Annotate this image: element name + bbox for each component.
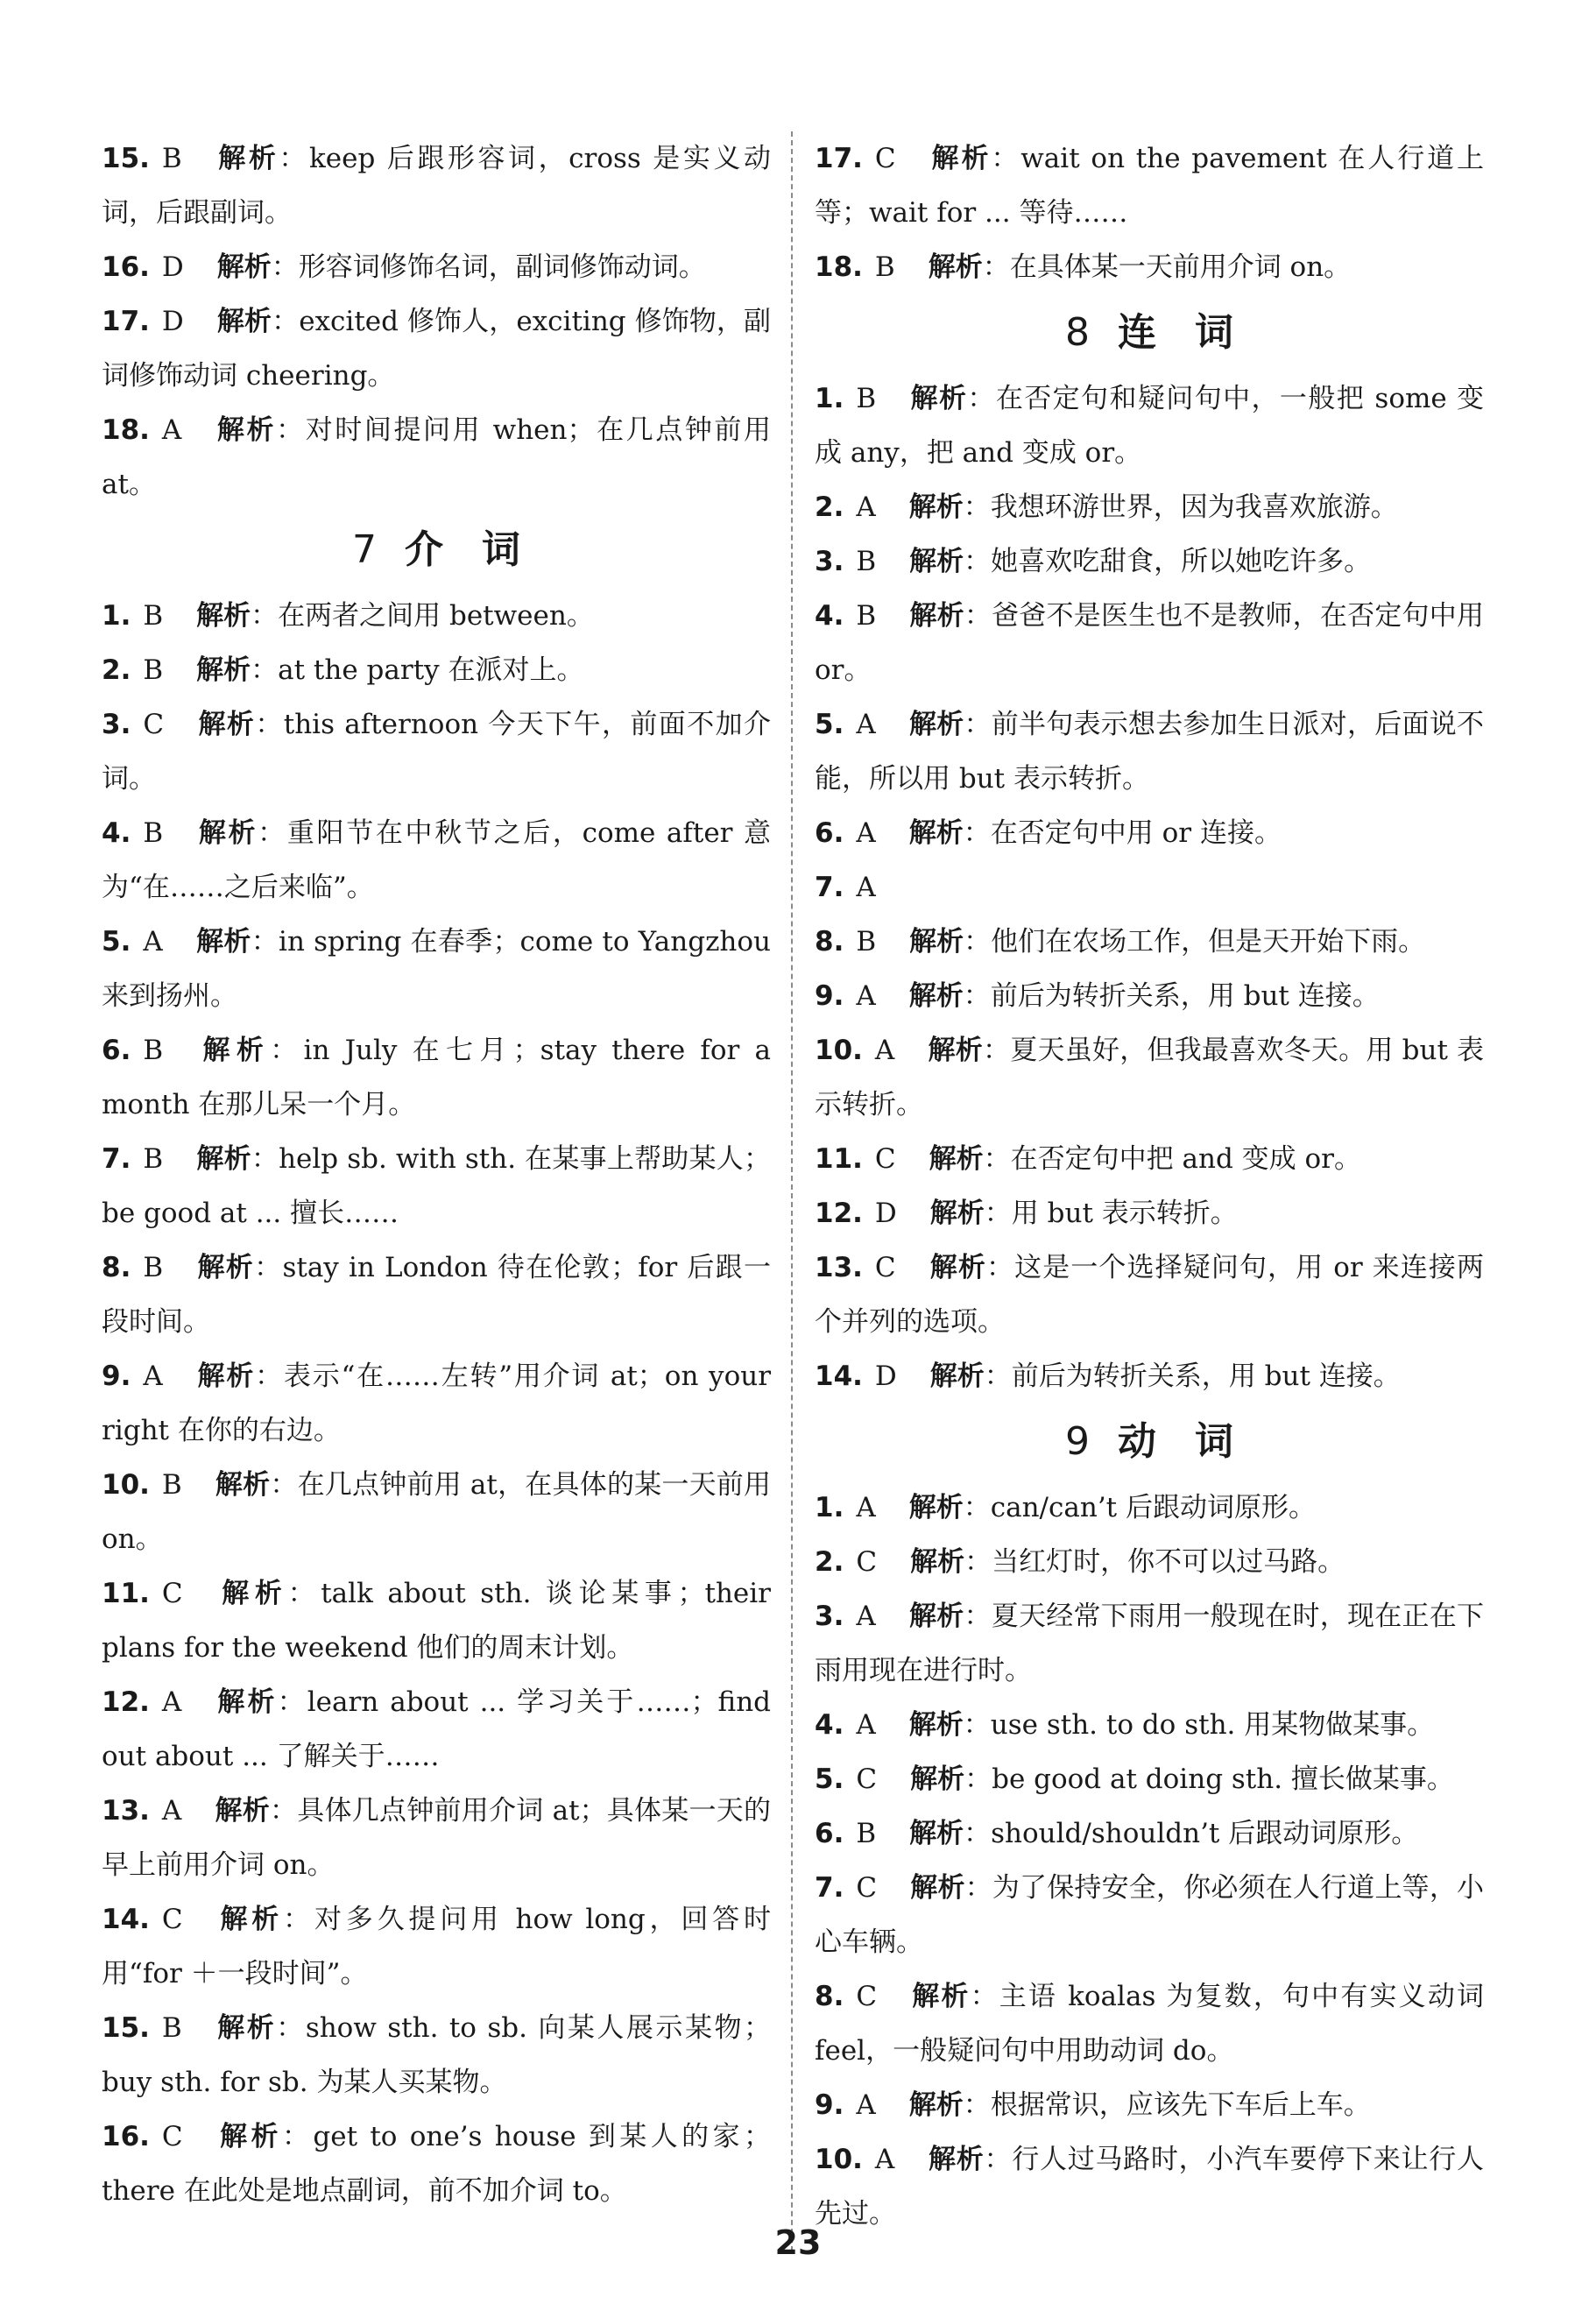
explanation-text: 重阳节在中秋节之后，come after 意为“在……之后来临”。 xyxy=(102,817,772,903)
answer-item xyxy=(815,240,1484,294)
answer-letter: A xyxy=(856,980,876,1012)
answer-item xyxy=(102,294,771,403)
explanation-label: 解析 xyxy=(195,1360,256,1392)
question-number: 16. xyxy=(102,2121,150,2152)
explanation-label: 解析 xyxy=(215,2012,277,2044)
explanation-colon: ： xyxy=(258,817,287,849)
answer-item xyxy=(815,806,1484,860)
question-number: 15. xyxy=(102,143,150,174)
answer-letter: B xyxy=(856,383,877,414)
column-divider xyxy=(791,131,793,2251)
answer-letter: C xyxy=(856,1546,878,1578)
explanation-colon: ： xyxy=(272,306,300,337)
answer-item xyxy=(815,1240,1484,1349)
answer-letter: C xyxy=(856,1763,878,1795)
explanation-colon: ： xyxy=(964,709,992,740)
explanation-colon: ： xyxy=(964,926,992,958)
section-heading xyxy=(102,524,771,576)
explanation-label: 解析 xyxy=(908,1601,964,1632)
question-number: 4. xyxy=(102,817,131,849)
question-number: 1. xyxy=(815,383,844,414)
explanation-colon: ： xyxy=(964,1818,992,1849)
question-number: 18. xyxy=(815,251,863,283)
question-number: 10. xyxy=(102,1469,150,1501)
explanation-text: 在否定句中把 and 变成 or。 xyxy=(1010,1143,1361,1175)
explanation-label: 解析 xyxy=(909,383,968,414)
answer-item xyxy=(815,2078,1484,2132)
answer-item xyxy=(102,589,771,643)
explanation-label: 解析 xyxy=(195,926,251,958)
answer-item xyxy=(815,1535,1484,1589)
right-column xyxy=(815,131,1484,2241)
answer-letter: A xyxy=(856,709,876,740)
answer-letter: C xyxy=(856,1872,878,1904)
answer-item xyxy=(102,1023,771,1132)
question-number: 7. xyxy=(102,1143,131,1175)
question-number: 4. xyxy=(815,1709,844,1741)
explanation-colon: ： xyxy=(963,491,991,523)
explanation-label: 解析 xyxy=(215,1686,278,1718)
explanation-label: 解析 xyxy=(910,1872,965,1904)
explanation-colon: ： xyxy=(964,1872,992,1904)
answer-item xyxy=(102,1132,771,1240)
explanation-text: 她喜欢吃甜食，所以她吃许多。 xyxy=(991,546,1372,577)
explanation-text: should/shouldn’t 后跟动词原形。 xyxy=(991,1818,1419,1849)
explanation-colon: ： xyxy=(963,1709,991,1741)
explanation-text: 形容词修饰名词，副词修饰动词。 xyxy=(298,251,706,283)
question-number: 1. xyxy=(102,600,131,632)
question-number: 12. xyxy=(815,1198,863,1229)
answer-letter: A xyxy=(874,2144,895,2175)
explanation-colon: ： xyxy=(251,926,279,958)
explanation-text: 爸爸不是医生也不是教师，在否定句中用 or。 xyxy=(815,600,1485,686)
answer-letter: A xyxy=(161,414,182,446)
explanation-colon: ： xyxy=(255,1360,284,1392)
explanation-label: 解析 xyxy=(215,1469,271,1501)
explanation-label: 解析 xyxy=(215,1795,271,1827)
answer-item xyxy=(815,589,1484,697)
explanation-colon: ： xyxy=(964,1546,992,1578)
section-heading xyxy=(815,1416,1484,1468)
explanation-colon: ： xyxy=(964,1763,992,1795)
explanation-label: 解析 xyxy=(215,2121,282,2152)
answer-letter: B xyxy=(161,143,182,174)
answer-letter: A xyxy=(856,872,876,903)
section-title: 介 词 xyxy=(405,527,520,572)
answer-item xyxy=(102,1784,771,1892)
answer-item xyxy=(815,1861,1484,1969)
answer-item xyxy=(815,1806,1484,1861)
question-number: 8. xyxy=(815,1981,844,2012)
explanation-text: be good at doing sth. 擅长做某事。 xyxy=(992,1763,1454,1795)
explanation-text: 用 but 表示转折。 xyxy=(1011,1198,1238,1229)
explanation-colon: ： xyxy=(964,1601,992,1632)
explanation-colon: ： xyxy=(964,546,992,577)
question-number: 9. xyxy=(102,1360,131,1392)
question-number: 1. xyxy=(815,1492,844,1523)
explanation-colon: ： xyxy=(287,1578,321,1609)
explanation-label: 解析 xyxy=(196,817,258,849)
explanation-text: 在几点钟前用 at，在具体的某一天前用 on。 xyxy=(102,1469,772,1555)
question-number: 13. xyxy=(815,1252,863,1283)
explanation-label: 解析 xyxy=(929,1143,984,1175)
explanation-colon: ： xyxy=(276,414,306,446)
explanation-label: 解析 xyxy=(215,1904,284,1935)
explanation-colon: ： xyxy=(963,1492,991,1523)
explanation-text: 对多久提问用 how long，回答时用“for ＋一段时间”。 xyxy=(102,1904,772,1989)
answer-item xyxy=(102,915,771,1023)
explanation-colon: ： xyxy=(984,1198,1012,1229)
question-number: 8. xyxy=(102,1252,131,1283)
explanation-label: 解析 xyxy=(196,1035,271,1066)
question-number: 11. xyxy=(102,1578,150,1609)
explanation-text: can/can’t 后跟动词原形。 xyxy=(990,1492,1316,1523)
question-number: 10. xyxy=(815,2144,863,2175)
answer-letter: B xyxy=(161,2012,182,2044)
explanation-text: talk about sth. 谈论某事；their plans for the weekend 他们的周末计划。 xyxy=(102,1578,771,1664)
answer-item xyxy=(815,131,1484,240)
question-number: 14. xyxy=(102,1904,150,1935)
answer-item xyxy=(815,371,1484,480)
answer-letter: B xyxy=(143,817,164,849)
explanation-label: 解析 xyxy=(215,414,277,446)
explanation-colon: ： xyxy=(984,1360,1012,1392)
explanation-colon: ： xyxy=(984,2144,1013,2175)
explanation-text: 在否定句和疑问句中，一般把 some 变成 any，把 and 变成 or。 xyxy=(815,383,1485,469)
answer-letter: A xyxy=(856,1492,876,1523)
answer-letter: B xyxy=(874,251,895,283)
explanation-text: 我想环游世界，因为我喜欢旅游。 xyxy=(990,491,1398,523)
explanation-text: get to one’s house 到某人的家；there 在此处是地点副词，前不加介词 to。 xyxy=(102,2121,772,2207)
explanation-colon: ： xyxy=(963,2089,991,2121)
explanation-text: wait on the pavement 在人行道上等；wait for ... 等待…… xyxy=(815,143,1485,229)
explanation-colon: ： xyxy=(963,980,991,1012)
question-number: 8. xyxy=(815,926,844,958)
page-number: 23 xyxy=(774,2223,822,2262)
answer-letter: B xyxy=(856,926,877,958)
question-number: 2. xyxy=(815,491,844,523)
answer-letter: A xyxy=(143,1360,163,1392)
answer-letter: B xyxy=(143,1143,164,1175)
explanation-label: 解析 xyxy=(929,143,992,174)
explanation-label: 解析 xyxy=(909,926,964,958)
explanation-text: 夏天虽好，但我最喜欢冬天。用 but 表示转折。 xyxy=(815,1035,1485,1120)
answer-item xyxy=(102,403,771,512)
explanation-text: help sb. with sth. 在某事上帮助某人；be good at ... 擅长…… xyxy=(102,1143,772,1229)
explanation-label: 解析 xyxy=(197,709,256,740)
explanation-text: 对时间提问用 when；在几点钟前用 at。 xyxy=(102,414,772,500)
explanation-label: 解析 xyxy=(196,1252,255,1283)
answer-item xyxy=(815,915,1484,969)
explanation-text: 当红灯时，你不可以过马路。 xyxy=(992,1546,1345,1578)
explanation-text: 表示“在……左转”用介词 at；on your right 在你的右边。 xyxy=(102,1360,772,1446)
answer-item xyxy=(815,1349,1484,1403)
answer-letter: B xyxy=(161,1469,182,1501)
answer-letter: C xyxy=(161,2121,183,2152)
explanation-label: 解析 xyxy=(928,2144,985,2175)
question-number: 2. xyxy=(102,654,131,686)
answer-item xyxy=(815,969,1484,1023)
section-heading xyxy=(815,307,1484,359)
answer-item xyxy=(102,1566,771,1675)
answer-item xyxy=(102,240,771,294)
answer-item xyxy=(815,697,1484,806)
question-number: 18. xyxy=(102,414,150,446)
question-number: 6. xyxy=(102,1035,131,1066)
question-number: 6. xyxy=(815,1818,844,1849)
explanation-label: 解析 xyxy=(909,546,964,577)
question-number: 17. xyxy=(102,306,150,337)
explanation-colon: ： xyxy=(985,1252,1015,1283)
explanation-colon: ： xyxy=(970,1981,999,2012)
explanation-colon: ： xyxy=(270,1469,298,1501)
explanation-colon: ： xyxy=(983,1035,1011,1066)
explanation-colon: ： xyxy=(277,1686,307,1718)
answer-letter: C xyxy=(161,1578,183,1609)
answer-letter: D xyxy=(161,306,184,337)
section-number: 7 xyxy=(352,527,377,572)
explanation-text: 前后为转折关系，用 but 连接。 xyxy=(990,980,1380,1012)
explanation-colon: ： xyxy=(983,1143,1011,1175)
explanation-text: show sth. to sb. 向某人展示某物；buy sth. for sb. 为某人买某物。 xyxy=(102,2012,771,2098)
answer-letter: C xyxy=(874,1252,896,1283)
answer-letter: A xyxy=(143,926,163,958)
explanation-label: 解析 xyxy=(909,1818,964,1849)
question-number: 5. xyxy=(815,709,844,740)
answer-letter: C xyxy=(143,709,165,740)
question-number: 4. xyxy=(815,600,844,632)
answer-letter: B xyxy=(143,1252,164,1283)
question-number: 16. xyxy=(102,251,150,283)
question-number: 7. xyxy=(815,1872,844,1904)
explanation-text: 行人过马路时，小汽车要停下来让行人先过。 xyxy=(815,2144,1484,2230)
answer-item xyxy=(815,1132,1484,1186)
answer-letter: A xyxy=(856,1601,876,1632)
question-number: 5. xyxy=(815,1763,844,1795)
question-number: 17. xyxy=(815,143,863,174)
explanation-colon: ： xyxy=(964,600,992,632)
explanation-text: 这是一个选择疑问句，用 or 来连接两个并列的选项。 xyxy=(815,1252,1484,1338)
answer-letter: C xyxy=(161,1904,183,1935)
explanation-label: 解析 xyxy=(929,1360,985,1392)
explanation-label: 解析 xyxy=(908,491,964,523)
answer-item xyxy=(102,1458,771,1566)
explanation-text: 具体几点钟前用介词 at；具体某一天的早上前用介词 on。 xyxy=(102,1795,772,1881)
explanation-text: 在否定句中用 or 连接。 xyxy=(990,817,1282,849)
answer-item xyxy=(815,1589,1484,1698)
answer-item xyxy=(102,2110,771,2218)
answer-letter: B xyxy=(856,546,877,577)
answer-letter: D xyxy=(874,1360,897,1392)
explanation-colon: ： xyxy=(963,817,991,849)
answer-item xyxy=(102,1240,771,1349)
explanation-colon: ： xyxy=(279,143,309,174)
explanation-label: 解析 xyxy=(928,251,983,283)
explanation-text: 前后为转折关系，用 but 连接。 xyxy=(1011,1360,1401,1392)
explanation-colon: ： xyxy=(270,1795,298,1827)
answer-item xyxy=(815,860,1484,915)
explanation-label: 解析 xyxy=(216,306,272,337)
answer-letter: D xyxy=(161,251,184,283)
question-number: 6. xyxy=(815,817,844,849)
explanation-colon: ： xyxy=(967,383,996,414)
answer-item xyxy=(102,697,771,806)
explanation-text: 夏天经常下雨用一般现在时，现在正在下雨用现在进行时。 xyxy=(815,1601,1484,1686)
answer-letter: C xyxy=(874,1143,896,1175)
question-number: 3. xyxy=(102,709,131,740)
answer-item xyxy=(815,534,1484,589)
explanation-label: 解析 xyxy=(910,1546,965,1578)
answer-item xyxy=(102,1675,771,1784)
answer-letter: B xyxy=(856,1818,877,1849)
explanation-label: 解析 xyxy=(196,1143,251,1175)
explanation-text: keep 后跟形容词，cross 是实义动词，后跟副词。 xyxy=(102,143,771,229)
question-number: 14. xyxy=(815,1360,863,1392)
explanation-label: 解析 xyxy=(196,600,251,632)
question-number: 9. xyxy=(815,980,844,1012)
explanation-colon: ： xyxy=(251,654,279,686)
explanation-label: 解析 xyxy=(908,709,964,740)
explanation-text: 在具体某一天前用介词 on。 xyxy=(1009,251,1352,283)
explanation-colon: ： xyxy=(281,2121,314,2152)
explanation-text: excited 修饰人，exciting 修饰物，副词修饰动词 cheering。 xyxy=(102,306,772,392)
section-number: 8 xyxy=(1065,310,1090,355)
answer-letter: C xyxy=(856,1981,878,2012)
answer-item xyxy=(815,1186,1484,1240)
answer-letter: A xyxy=(161,1686,182,1718)
section-number: 9 xyxy=(1065,1419,1090,1464)
answer-item xyxy=(815,1969,1484,2078)
explanation-colon: ： xyxy=(251,1143,279,1175)
explanation-text: 前半句表示想去参加生日派对，后面说不能，所以用 but 表示转折。 xyxy=(815,709,1484,795)
explanation-text: learn about ... 学习关于……；find out about ... 了解关于…… xyxy=(102,1686,771,1772)
answer-letter: B xyxy=(143,1035,164,1066)
explanation-text: 在两者之间用 between。 xyxy=(278,600,594,632)
explanation-label: 解析 xyxy=(215,143,279,174)
explanation-label: 解析 xyxy=(908,2089,964,2121)
answer-letter: D xyxy=(874,1198,897,1229)
answer-letter: B xyxy=(143,654,164,686)
explanation-colon: ： xyxy=(255,709,284,740)
answer-letter: A xyxy=(856,2089,876,2121)
answer-letter: A xyxy=(856,817,876,849)
question-number: 3. xyxy=(815,1601,844,1632)
answer-item xyxy=(815,1481,1484,1535)
answer-item xyxy=(815,1023,1484,1132)
explanation-text: 主语 koalas 为复数，句中有实义动词 feel，一般疑问句中用助动词 do。 xyxy=(815,1981,1485,2067)
answer-item xyxy=(102,131,771,240)
question-number: 13. xyxy=(102,1795,150,1827)
explanation-colon: ： xyxy=(271,251,299,283)
explanation-text: use sth. to do sth. 用某物做某事。 xyxy=(990,1709,1435,1741)
question-number: 11. xyxy=(815,1143,863,1175)
explanation-label: 解析 xyxy=(929,1252,986,1283)
explanation-colon: ： xyxy=(270,1035,304,1066)
explanation-colon: ： xyxy=(251,600,279,632)
explanation-label: 解析 xyxy=(910,1981,971,2012)
explanation-colon: ： xyxy=(254,1252,283,1283)
answer-item xyxy=(102,806,771,915)
question-number: 5. xyxy=(102,926,131,958)
question-number: 9. xyxy=(815,2089,844,2121)
left-column xyxy=(102,131,771,2218)
explanation-label: 解析 xyxy=(928,1035,984,1066)
question-number: 7. xyxy=(815,872,844,903)
explanation-label: 解析 xyxy=(196,654,251,686)
explanation-label: 解析 xyxy=(908,817,964,849)
explanation-text: this afternoon 今天下午，前面不加介词。 xyxy=(102,709,772,795)
explanation-text: in July 在七月；stay there for a month 在那儿呆一个月。 xyxy=(102,1035,772,1120)
explanation-text: 他们在农场工作，但是天开始下雨。 xyxy=(991,926,1426,958)
answer-item xyxy=(815,1698,1484,1752)
explanation-text: at the party 在派对上。 xyxy=(278,654,584,686)
answer-item xyxy=(102,1892,771,2001)
answer-letter: A xyxy=(856,491,876,523)
section-title: 连 词 xyxy=(1118,310,1233,355)
question-number: 2. xyxy=(815,1546,844,1578)
explanation-label: 解析 xyxy=(908,980,964,1012)
explanation-label: 解析 xyxy=(908,1709,964,1741)
answer-letter: B xyxy=(143,600,164,632)
answer-letter: C xyxy=(874,143,896,174)
answer-letter: A xyxy=(874,1035,895,1066)
explanation-label: 解析 xyxy=(216,251,272,283)
explanation-label: 解析 xyxy=(908,1492,964,1523)
answer-item xyxy=(102,1349,771,1458)
answer-letter: B xyxy=(856,600,877,632)
question-number: 12. xyxy=(102,1686,150,1718)
explanation-label: 解析 xyxy=(909,600,964,632)
answer-letter: A xyxy=(856,1709,876,1741)
section-title: 动 词 xyxy=(1118,1419,1233,1464)
explanation-label: 解析 xyxy=(929,1198,985,1229)
question-number: 15. xyxy=(102,2012,150,2044)
explanation-label: 解析 xyxy=(215,1578,288,1609)
answer-item xyxy=(102,2001,771,2110)
explanation-text: stay in London 待在伦敦；for 后跟一段时间。 xyxy=(102,1252,772,1338)
answer-letter: A xyxy=(161,1795,182,1827)
question-number: 10. xyxy=(815,1035,863,1066)
explanation-colon: ： xyxy=(991,143,1021,174)
question-number: 3. xyxy=(815,546,844,577)
explanation-text: in spring 在春季；come to Yangzhou 来到扬州。 xyxy=(102,926,772,1012)
explanation-colon: ： xyxy=(283,1904,314,1935)
explanation-colon: ： xyxy=(276,2012,306,2044)
explanation-text: 为了保持安全，你必须在人行道上等，小心车辆。 xyxy=(815,1872,1485,1958)
explanation-colon: ： xyxy=(982,251,1010,283)
answer-item xyxy=(815,1752,1484,1806)
explanation-label: 解析 xyxy=(910,1763,965,1795)
explanation-text: 根据常识，应该先下车后上车。 xyxy=(990,2089,1371,2121)
answer-item xyxy=(102,643,771,697)
answer-item xyxy=(815,480,1484,534)
